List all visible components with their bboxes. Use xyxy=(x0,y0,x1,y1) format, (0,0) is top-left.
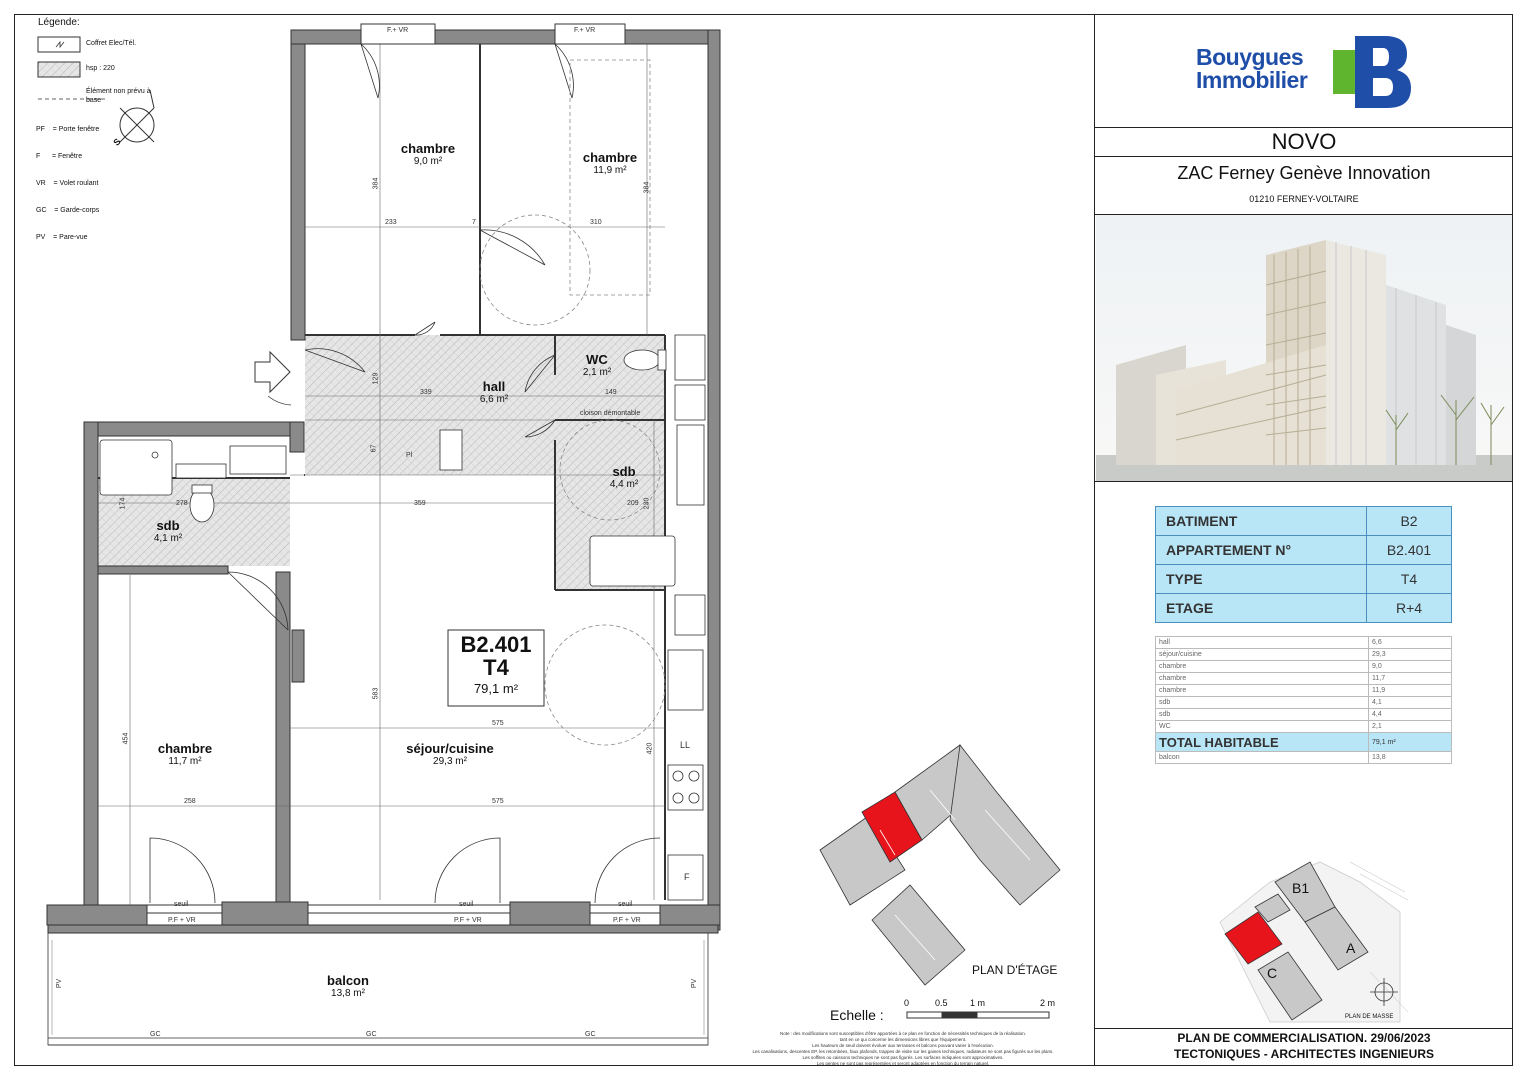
dim-67: 67 xyxy=(370,444,378,453)
seuil-label-3: seuil xyxy=(618,901,633,908)
unit-area: 79,1 m² xyxy=(473,681,519,696)
room-sdb-2 xyxy=(138,518,198,544)
room-area: 11,7 m² xyxy=(168,756,202,767)
abbr-vr: VR = Volet roulant xyxy=(36,180,99,187)
room-area: 29,3 m² xyxy=(433,756,467,767)
room-name: sdb xyxy=(156,518,180,533)
disclaimer-line: Les hauteurs de seuil doivent évoluer aux terrasses et balcons pouvant varier à l'exécution. xyxy=(812,1043,994,1048)
room-area: 4,1 m² xyxy=(153,533,183,544)
surface-label: sdb xyxy=(1156,697,1369,709)
disclaimer-line: tant en ce qui concerne les dimensions libres que l'équipement. xyxy=(839,1037,967,1042)
floor-key-plan xyxy=(820,745,1060,985)
surface-label: chambre xyxy=(1156,661,1369,673)
legend-dashed-note: Élément non prévu à base xyxy=(86,88,151,104)
info-label: BATIMENT xyxy=(1156,507,1367,536)
site-label-c: C xyxy=(1267,965,1278,981)
surface-value: 2,1 xyxy=(1369,721,1452,733)
dim-384b: 384 xyxy=(643,181,651,194)
legend-title: Légende: xyxy=(38,17,80,28)
dim-575b: 575 xyxy=(492,798,504,805)
scale-bar xyxy=(907,1012,1049,1018)
scale-label: Echelle : xyxy=(830,1007,884,1023)
dim-174: 174 xyxy=(119,497,127,510)
surface-value: 4,4 xyxy=(1369,709,1452,721)
surface-row xyxy=(1156,685,1452,697)
surface-row xyxy=(1156,673,1452,685)
disclaimer-line: Les canalisations, descentes EP, les retombées, faux plafonds, trappes de visite sur les gaines techniques, radiateurs ne sont pas figurés sur les plans. xyxy=(752,1049,1054,1054)
dim-583: 583 xyxy=(372,687,380,700)
surface-value: 4,1 xyxy=(1369,697,1452,709)
unit-type: T4 xyxy=(483,655,509,680)
dim-575a: 575 xyxy=(492,720,504,727)
room-area: 13,8 m² xyxy=(331,988,365,999)
site-plan-label: PLAN DE MASSE xyxy=(1345,1014,1394,1020)
pl-label: Pl xyxy=(406,452,413,459)
surface-label: balcon xyxy=(1156,752,1369,764)
project-address: 01210 FERNEY-VOLTAIRE xyxy=(1249,194,1359,204)
info-value: T4 xyxy=(1367,565,1452,594)
divider xyxy=(1095,156,1513,157)
surface-row xyxy=(1156,649,1452,661)
seuil-label-1: seuil xyxy=(174,901,189,908)
pv-label-2: PV xyxy=(691,978,699,989)
site-label-b1: B1 xyxy=(1292,880,1310,896)
disclaimer xyxy=(726,1031,1080,1067)
dim-359: 359 xyxy=(414,500,426,507)
surface-value: 29,3 xyxy=(1369,649,1452,661)
ll-label: LL xyxy=(680,740,691,750)
info-row xyxy=(1156,507,1452,536)
info-row xyxy=(1156,565,1452,594)
pv-label-1: PV xyxy=(56,978,64,989)
surface-label: sdb xyxy=(1156,709,1369,721)
dim-7a: 7 xyxy=(472,219,476,226)
room-balcon xyxy=(298,973,398,999)
brand-line-1: Bouygues xyxy=(1196,44,1304,70)
pfvr-label-2: P.F + VR xyxy=(454,917,482,924)
info-value: B2 xyxy=(1367,507,1452,536)
project-name: NOVO xyxy=(1271,129,1337,154)
surface-row xyxy=(1156,697,1452,709)
info-label: ETAGE xyxy=(1156,594,1367,623)
room-name: séjour/cuisine xyxy=(406,741,494,756)
room-area: 2,1 m² xyxy=(582,367,612,378)
dim-230: 230 xyxy=(643,497,651,510)
seuil-label-2: seuil xyxy=(459,901,474,908)
dim-149: 149 xyxy=(605,389,617,396)
surface-label: séjour/cuisine xyxy=(1156,649,1369,661)
gc-label-2: GC xyxy=(366,1031,377,1038)
dim-454: 454 xyxy=(122,732,130,745)
info-table xyxy=(1155,506,1452,623)
dim-129: 129 xyxy=(372,372,380,385)
disclaimer-line: Note : des modifications sont susceptibles d'être apportées à ce plan en fonction de nécessités techniques de la réalisation. xyxy=(779,1031,1026,1036)
abbr-pv: PV = Pare-vue xyxy=(36,234,88,241)
surface-row xyxy=(1156,637,1452,649)
room-name: WC xyxy=(586,352,608,367)
surface-row xyxy=(1156,721,1452,733)
total-row xyxy=(1156,733,1452,752)
dim-384a: 384 xyxy=(372,177,380,190)
info-value: R+4 xyxy=(1367,594,1452,623)
legend-item-hsp: hsp : 220 xyxy=(86,65,115,72)
window-label-2: F.+ VR xyxy=(574,27,596,34)
room-chambre-3 xyxy=(135,741,235,767)
surface-value: 11,9 xyxy=(1369,685,1452,697)
dim-233: 233 xyxy=(385,219,397,226)
total-label: TOTAL HABITABLE xyxy=(1156,733,1369,752)
north-label: S xyxy=(111,136,123,148)
room-area: 6,6 m² xyxy=(479,394,509,405)
footer-line-2: TECTONIQUES - ARCHITECTES INGENIEURS xyxy=(1173,1047,1435,1061)
room-sejour-cuisine xyxy=(390,741,510,767)
site-label-a: A xyxy=(1346,940,1356,956)
room-area: 4,4 m² xyxy=(609,479,639,490)
surface-value: 11,7 xyxy=(1369,673,1452,685)
footer-line-1: PLAN DE COMMERCIALISATION. 29/06/2023 xyxy=(1177,1031,1431,1045)
gc-label-1: GC xyxy=(150,1031,161,1038)
dim-339: 339 xyxy=(420,389,432,396)
window-label-1: F.+ VR xyxy=(387,27,409,34)
floor-key-plan-title: PLAN D'ÉTAGE xyxy=(972,963,1058,977)
project-zac: ZAC Ferney Genève Innovation xyxy=(1177,163,1431,183)
site-plan-drawing xyxy=(1210,852,1410,1024)
divider xyxy=(1095,481,1513,482)
building-rendering xyxy=(1096,215,1512,481)
room-hall xyxy=(454,379,534,405)
surface-value: 13,8 xyxy=(1369,752,1452,764)
f-label: F xyxy=(684,872,690,882)
surface-label: chambre xyxy=(1156,673,1369,685)
room-area: 9,0 m² xyxy=(413,156,443,167)
entry-arrow-icon xyxy=(255,352,290,392)
dim-278: 278 xyxy=(176,500,188,507)
surface-value: 6,6 xyxy=(1369,637,1452,649)
room-name: balcon xyxy=(327,973,369,988)
surface-row xyxy=(1156,661,1452,673)
abbr-pf: PF = Porte fenêtre xyxy=(36,126,100,133)
unit-ref: B2.401 xyxy=(460,632,532,657)
info-label: TYPE xyxy=(1156,565,1367,594)
surface-row xyxy=(1156,752,1452,764)
legend-abbreviations xyxy=(36,107,99,251)
surfaces-table xyxy=(1155,636,1452,764)
abbr-gc: GC = Garde-corps xyxy=(36,207,100,214)
dim-420: 420 xyxy=(646,742,654,755)
unit-box xyxy=(448,633,544,696)
cloison-label: cloison démontable xyxy=(580,410,641,417)
scale-tick-2m: 2 m xyxy=(1040,998,1056,1008)
room-name: sdb xyxy=(612,464,636,479)
room-name: chambre xyxy=(157,741,213,756)
surface-value: 9,0 xyxy=(1369,661,1452,673)
abbr-f: F = Fenêtre xyxy=(36,153,83,160)
brand-wordmark xyxy=(1196,46,1307,92)
pfvr-label-3: P.F + VR xyxy=(613,917,641,924)
dim-310: 310 xyxy=(590,219,602,226)
disclaimer-line: Les pentes ne sont pas représentées et seront adaptées en fonction du terrain naturel. xyxy=(816,1061,990,1066)
brand-line-2: Immobilier xyxy=(1196,67,1308,93)
scale-tick-0: 0 xyxy=(904,998,910,1008)
divider xyxy=(1095,1028,1513,1029)
room-chambre-1 xyxy=(378,141,478,167)
total-value: 79,1 m² xyxy=(1369,733,1452,752)
brand-logo-icon xyxy=(1333,36,1413,108)
info-row xyxy=(1156,594,1452,623)
room-name: hall xyxy=(482,379,506,394)
surface-row xyxy=(1156,709,1452,721)
info-label: APPARTEMENT N° xyxy=(1156,536,1367,565)
room-wc xyxy=(567,352,627,378)
disclaimer-line: Les soffites ou caissons techniques ne sont pas figurés. Les surfaces indiquées sont approximatives. xyxy=(802,1055,1004,1060)
surface-label: chambre xyxy=(1156,685,1369,697)
dim-209: 209 xyxy=(627,500,639,507)
scale-tick-1m: 1 m xyxy=(970,998,986,1008)
room-name: chambre xyxy=(582,150,638,165)
info-row xyxy=(1156,536,1452,565)
room-chambre-2 xyxy=(560,150,660,176)
surface-label: WC xyxy=(1156,721,1369,733)
legend-item-electrical: Coffret Elec/Tél. xyxy=(86,40,137,47)
pfvr-label-1: P.F + VR xyxy=(168,917,196,924)
info-value: B2.401 xyxy=(1367,536,1452,565)
scale-tick-05: 0.5 xyxy=(935,998,948,1008)
room-area: 11,9 m² xyxy=(593,165,627,176)
room-sdb-1 xyxy=(594,464,654,490)
room-name: chambre xyxy=(400,141,456,156)
gc-label-3: GC xyxy=(585,1031,596,1038)
surface-label: hall xyxy=(1156,637,1369,649)
dim-258: 258 xyxy=(184,798,196,805)
